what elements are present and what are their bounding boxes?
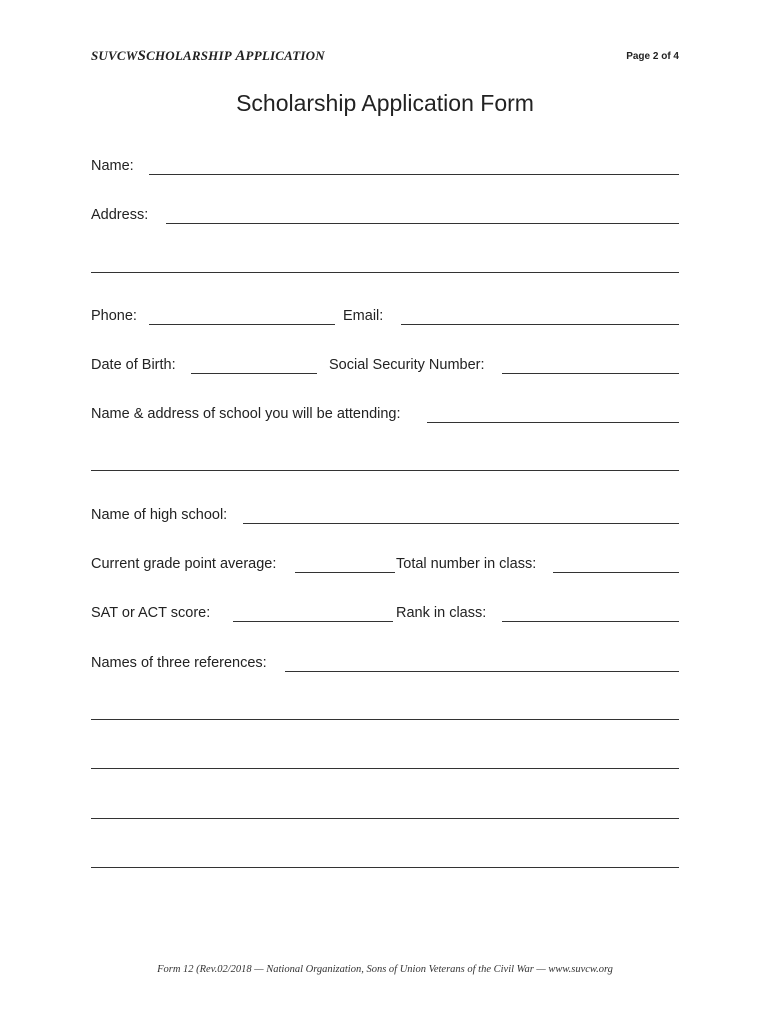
header-org: SUVCW: [91, 48, 138, 63]
ssn-label: Social Security Number:: [329, 357, 485, 373]
references-row: [91, 654, 679, 676]
phone-label: Phone:: [91, 308, 137, 324]
document-header: [91, 48, 325, 65]
gpa-field[interactable]: [295, 572, 395, 573]
page-indicator: Page 2 of 4: [626, 51, 679, 62]
email-label: Email:: [343, 308, 384, 324]
phone-field[interactable]: [149, 324, 335, 325]
header-word-application: PPLICATION: [245, 48, 325, 63]
sat-rank-row: [91, 604, 679, 626]
rank-field[interactable]: [502, 621, 679, 622]
references-field[interactable]: [285, 671, 679, 672]
name-label: Name:: [91, 158, 134, 174]
dob-field[interactable]: [191, 373, 317, 374]
document-footer: Form 12 (Rev.02/2018 — National Organization, Sons of Union Veterans of the Civil War — www.suvcw.org: [157, 964, 613, 975]
address-row: [91, 206, 679, 228]
address-label: Address:: [91, 207, 149, 223]
school-attending-row: [91, 405, 679, 427]
header-letter-a: A: [235, 48, 246, 64]
school-attending-line-2[interactable]: [91, 470, 679, 471]
phone-email-row: [91, 307, 679, 329]
high-school-field[interactable]: [243, 523, 679, 524]
reference-line-2[interactable]: [91, 768, 679, 769]
header-word-scholarship: CHOLARSHIP: [146, 48, 232, 63]
sat-act-label: SAT or ACT score:: [91, 605, 211, 621]
gpa-class-row: [91, 555, 679, 577]
reference-line-4[interactable]: [91, 867, 679, 868]
sat-act-field[interactable]: [233, 621, 393, 622]
reference-line-3[interactable]: [91, 818, 679, 819]
name-row: [91, 157, 679, 179]
email-field[interactable]: [401, 324, 679, 325]
ssn-field[interactable]: [502, 373, 679, 374]
high-school-label: Name of high school:: [91, 507, 228, 523]
address-field[interactable]: [166, 223, 679, 224]
references-label: Names of three references:: [91, 655, 267, 671]
reference-line-1[interactable]: [91, 719, 679, 720]
address-line-2[interactable]: [91, 272, 679, 273]
school-attending-label: Name & address of school you will be attending:: [91, 406, 401, 422]
header-letter-s: S: [137, 48, 147, 64]
class-total-label: Total number in class:: [396, 556, 537, 572]
name-field[interactable]: [149, 174, 679, 175]
high-school-row: [91, 506, 679, 528]
school-attending-field[interactable]: [427, 422, 679, 423]
page-title: Scholarship Application Form: [236, 90, 534, 116]
dob-ssn-row: [91, 356, 679, 378]
gpa-label: Current grade point average:: [91, 556, 277, 572]
dob-label: Date of Birth:: [91, 357, 176, 373]
rank-label: Rank in class:: [396, 605, 487, 621]
class-total-field[interactable]: [553, 572, 679, 573]
